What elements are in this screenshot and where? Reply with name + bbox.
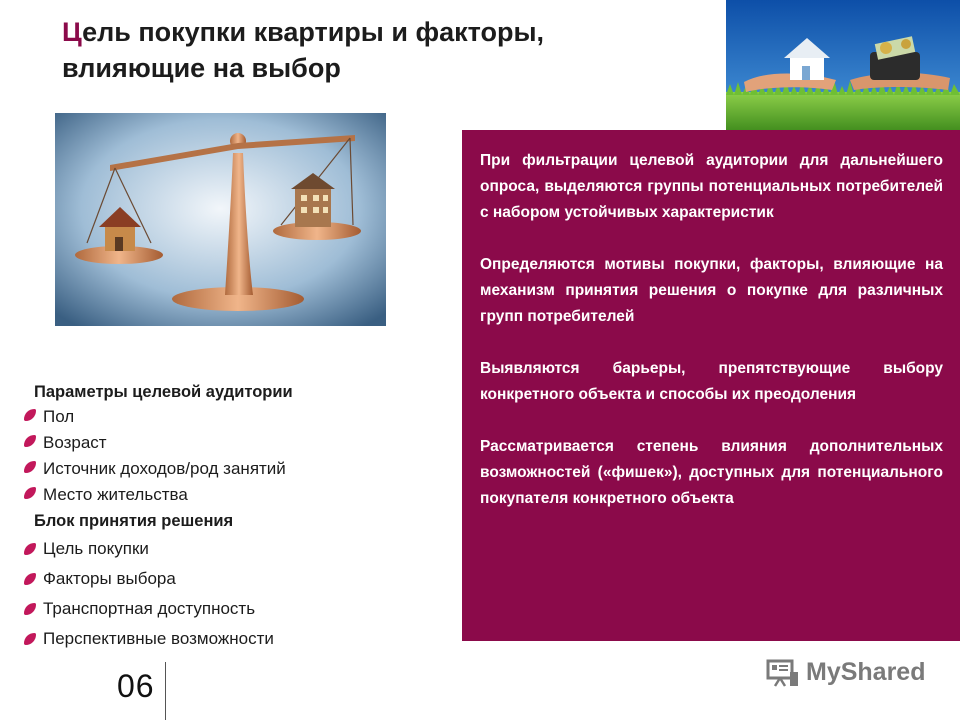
title-text: ель покупки квартиры и факторы, влияющие на выбор: [62, 17, 545, 83]
list-item: Пол: [22, 404, 442, 430]
scales-photo: [55, 113, 386, 326]
bullet-icon: [24, 573, 36, 585]
info-panel: [462, 130, 960, 641]
decision-heading: Блок принятия решения: [34, 512, 234, 530]
page-title: [62, 14, 662, 86]
list-item: Транспортная доступность: [22, 594, 442, 624]
list-item: Источник доходов/род занятий: [22, 456, 442, 482]
house-money-photo: [726, 0, 960, 133]
panel-paragraph: Рассматривается степень влияния дополнительных возможностей («фишек»), доступных для потенциального покупателя конкретного объекта: [480, 438, 943, 507]
page-divider: [165, 662, 166, 720]
bullet-icon: [24, 633, 36, 645]
list-item: Факторы выбора: [22, 564, 442, 594]
page-number: 06: [117, 668, 155, 704]
panel-paragraph: Определяются мотивы покупки, факторы, влияющие на механизм принятия решения о покупке для различных групп потребителей: [480, 256, 943, 325]
list-item: Цель покупки: [22, 534, 442, 564]
bullet-icon: [24, 543, 36, 555]
bullet-icon: [24, 487, 36, 499]
list-item: Перспективные возможности: [22, 624, 442, 654]
audience-heading: Параметры целевой аудитории: [34, 383, 293, 401]
panel-paragraph: Выявляются барьеры, препятствующие выбору конкретного объекта и способы их преодоления: [480, 360, 943, 403]
info-panel-text: [480, 148, 943, 512]
list-item: Место жительства: [22, 482, 442, 508]
title-first-letter: Ц: [62, 17, 83, 47]
bullet-icon: [24, 603, 36, 615]
myshared-logo[interactable]: [766, 656, 926, 690]
bullet-icon: [24, 409, 36, 421]
bullet-icon: [24, 461, 36, 473]
presentation-board-icon: [766, 658, 800, 693]
parameters-list: [22, 380, 442, 654]
panel-paragraph: При фильтрации целевой аудитории для дальнейшего опроса, выделяются группы потенциальных потребителей с набором устойчивых характеристик: [480, 152, 943, 221]
logo-text: MyShared: [806, 658, 926, 686]
bullet-icon: [24, 435, 36, 447]
list-item: Возраст: [22, 430, 442, 456]
